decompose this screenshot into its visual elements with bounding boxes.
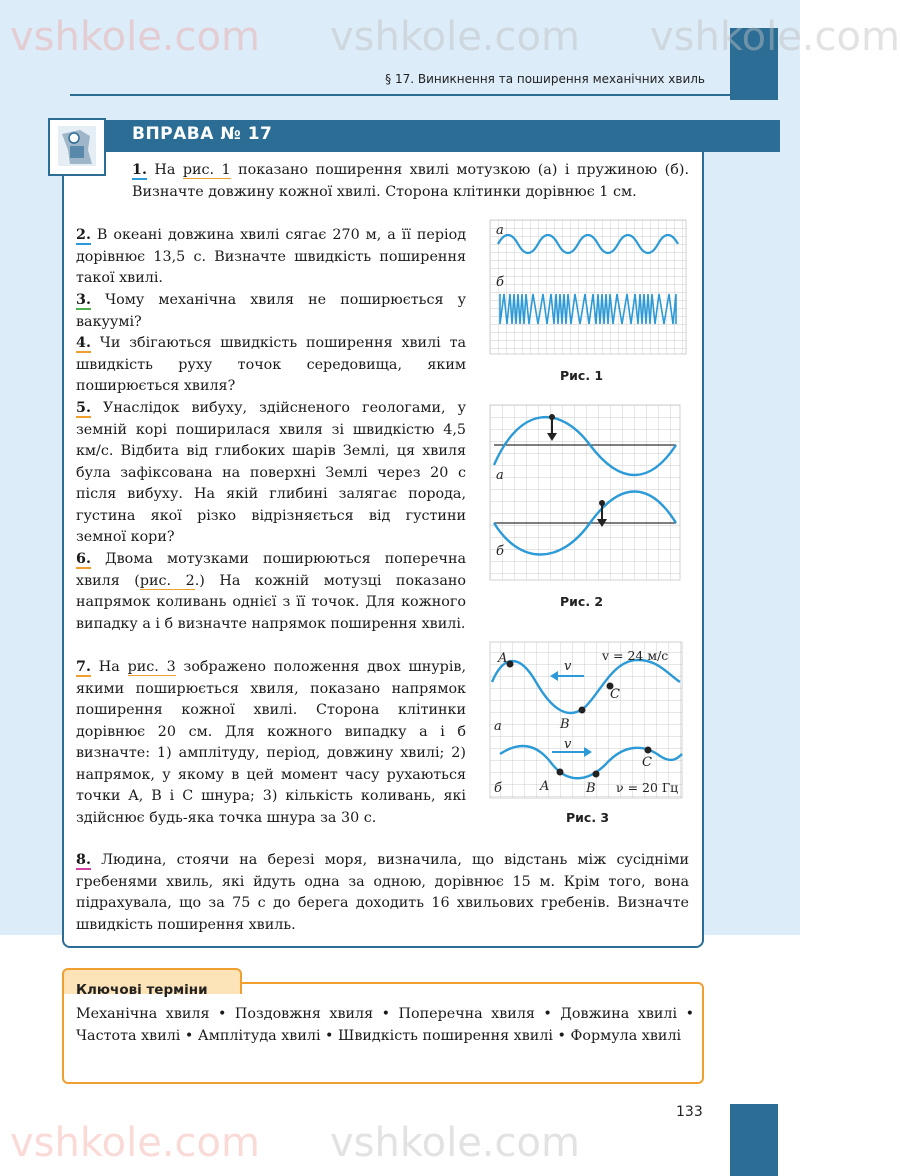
problem-6: 6. Двома мотузками поширюються поперечна хвиля (рис. 2.) На кожній мотузці показано напрямок коливань однієї з її точок. Для кожного випадку а і б визначте напрямок поширення хвилі. [76, 551, 467, 632]
corner-accent-top [730, 28, 778, 100]
point-a-label: A [540, 779, 550, 794]
watermark: vshkole.com [330, 1120, 580, 1166]
problem-number: 4. [76, 335, 91, 351]
figure-label-a: а [494, 719, 502, 734]
corner-accent-bottom [730, 1104, 778, 1176]
key-terms-list: Механічна хвиля • Поздовжня хвиля • Поперечна хвиля • Довжина хвилі • Частота хвилі • Амплітуда хвилі • Швидкість поширення хвилі • Формула хвилі [76, 1006, 694, 1044]
problem-number: 6. [76, 551, 91, 567]
point-c-label: C [610, 687, 620, 702]
figure-reference[interactable]: рис. 1 [182, 162, 231, 178]
section-header: § 17. Виникнення та поширення механічних хвиль [385, 72, 705, 86]
figure-1 [490, 220, 690, 360]
page-number: 133 [676, 1104, 703, 1120]
velocity-label: v [564, 737, 572, 752]
figure-2 [490, 405, 690, 585]
exercise-logo-icon [48, 118, 106, 176]
speed-label: v = 24 м/с [602, 648, 669, 663]
problem-number: 3. [76, 292, 91, 308]
watermark: vshkole.com [10, 1120, 260, 1166]
problem-4: 4. Чи збігаються швидкість поширення хвилі та швидкість руху точок середовища, яким поширюється хвиля? [76, 335, 467, 394]
problem-number: 8. [76, 852, 91, 868]
key-terms-title: Ключові терміни [76, 982, 208, 998]
exercise-title: ВПРАВА № 17 [132, 124, 273, 144]
frequency-label: ν = 20 Гц [616, 780, 679, 795]
velocity-label: v [564, 659, 572, 674]
point-b-label: B [586, 781, 596, 796]
point-b-label: B [560, 717, 570, 732]
point-a-label: A [498, 651, 508, 666]
figure-label-a: а [496, 223, 504, 238]
header-divider [70, 94, 730, 96]
figure-label-b: б [496, 275, 504, 290]
problem-7: 7. На рис. 3 зображено положення двох шнурів, якими поширюється хвиля, показано напрямок поширення кожної хвилі. Сторона клітинки дорівнює 20 см. Для кожного випадку а і б визначте: 1) амплітуду, період, довжину хвилі; 2) напрямок, у якому в цей момент часу рухаються точки A, B і C шнура; 3) кількість коливань, які здійснює будь-яка точка шнура за 30 с. [76, 659, 466, 826]
problem-number: 5. [76, 400, 91, 416]
figure-reference[interactable]: рис. 2 [139, 572, 195, 589]
problem-1: 1. На рис. 1 показано поширення хвилі мотузкою (а) і пружиною (б). Визначте довжину кожної хвилі. Сторона клітинки дорівнює 1 см. [132, 162, 689, 200]
watermark: vshkole.com [650, 14, 900, 60]
watermark: vshkole.com [330, 14, 580, 60]
problem-5: 5. Унаслідок вибуху, здійсненого геологами, у земній корі поширилася хвиля зі швидкістю 4,5 км/с. Відбита від глибоких шарів Землі, ця хвиля була зафіксована на поверхні Землі через 20 с після вибуху. На якій глибині залягає порода, густина якої різко відрізняється від густини земної кори? [76, 400, 467, 545]
figure-3 [488, 640, 692, 806]
figure-label-b: б [494, 781, 502, 796]
figure-1-caption: Рис. 1 [560, 368, 604, 383]
figure-2-caption: Рис. 2 [560, 594, 604, 609]
figure-reference[interactable]: рис. 3 [127, 659, 176, 675]
watermark: vshkole.com [10, 14, 260, 60]
problem-2: 2. В океані довжина хвилі сягає 270 м, а її період дорівнює 13,5 с. Визначте швидкість поширення такої хвилі. [76, 227, 466, 286]
problem-3: 3. Чому механічна хвиля не поширюється у вакуумі? [76, 292, 467, 330]
problem-8: 8. Людина, стоячи на березі моря, визначила, що відстань між сусідніми гребенями хвиль, які йдуть одна за одною, дорівнює 15 м. Крім того, вона підрахувала, що за 75 с до берега доходить 16 хвильових гребенів. Визначте швидкість поширення хвиль. [76, 852, 689, 933]
point-c-label: C [642, 755, 652, 770]
problem-number: 2. [76, 227, 91, 243]
figure-label-b: б [496, 544, 504, 559]
figure-label-a: а [496, 468, 504, 483]
figure-3-caption: Рис. 3 [566, 810, 610, 825]
problem-number: 1. [132, 162, 147, 178]
problem-number: 7. [76, 659, 91, 675]
